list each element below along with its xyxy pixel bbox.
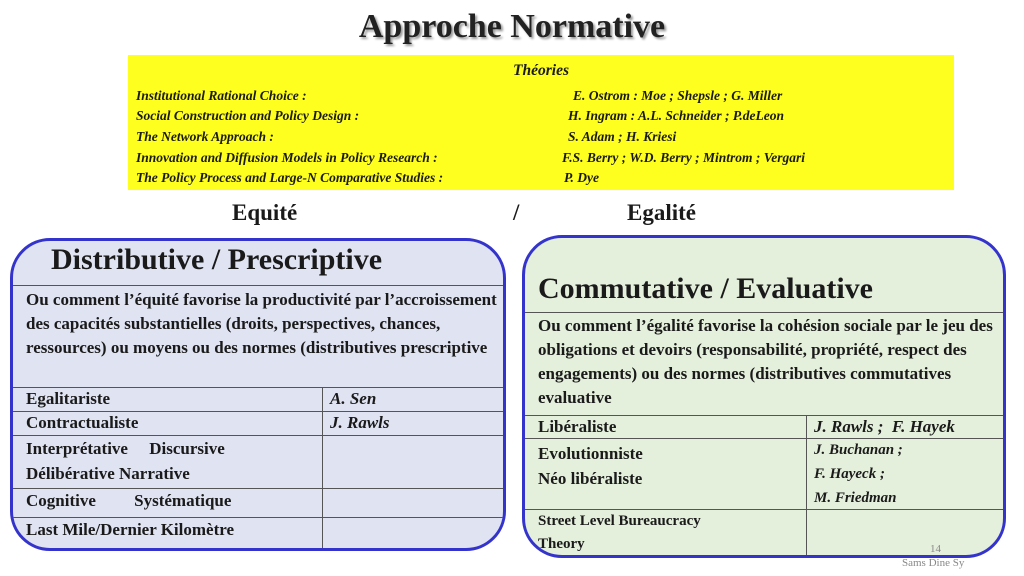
table-row-label: Contractualiste (26, 413, 139, 432)
panel-title: Distributive / Prescriptive (51, 243, 383, 276)
table-row-label: Last Mile/Dernier Kilomètre (26, 520, 235, 539)
theory-authors: P. Dye (564, 170, 599, 185)
table-row-label: Street Level Bureaucracy (538, 513, 701, 529)
contrast-separator: / (513, 200, 520, 225)
slide-title: Approche Normative (358, 8, 666, 45)
divider (525, 312, 1003, 313)
table-row-author: F. Hayeck ; (814, 466, 885, 482)
table-row-label: Néo libéraliste (538, 469, 643, 488)
table-row-author: J. Buchanan ; (814, 442, 903, 458)
commutative-panel (522, 235, 1006, 558)
table-row-label: Interprétative Discursive (26, 439, 225, 458)
table-row-author: J. Rawls (330, 413, 390, 432)
table-row-label: Theory (538, 536, 585, 552)
panel-description: Ou comment l’égalité favorise la cohésion sociale par le jeu des obligations et devoirs (responsabilité, propriété, respect des engagements) ou des normes (distributives commutatives evaluative (538, 316, 993, 407)
theory-authors: S. Adam ; H. Kriesi (568, 129, 677, 144)
table-row-author: M. Friedman (814, 490, 897, 506)
divider (13, 285, 503, 286)
theory-name: The Policy Process and Large-N Comparative Studies : (136, 170, 444, 185)
theory-name: Institutional Rational Choice : (136, 88, 307, 103)
table-row-label: Délibérative Narrative (26, 464, 190, 483)
divider (525, 438, 1003, 439)
column-divider (322, 387, 323, 548)
footer-author: Sams Dine Sy (902, 557, 965, 569)
table-row-label: Evolutionniste (538, 444, 643, 463)
equite-label: Equité (232, 200, 298, 225)
table-row-label: Libéraliste (538, 417, 617, 436)
panel-title: Commutative / Evaluative (538, 272, 873, 305)
divider (13, 435, 503, 436)
theory-authors: F.S. Berry ; W.D. Berry ; Mintrom ; Vergari (562, 150, 806, 165)
egalite-label: Egalité (627, 200, 696, 225)
theories-box (128, 55, 954, 190)
distributive-panel (10, 238, 506, 551)
table-row-label: Cognitive Systématique (26, 491, 232, 510)
panel-description: Ou comment l’équité favorise la productivité par l’accroissement des capacités substantielles (droits, perspectives, chances, ressources) ou moyens ou des normes (distributives prescriptive (26, 290, 497, 357)
theories-heading: Théories (513, 62, 569, 79)
theory-name: Social Construction and Policy Design : (136, 108, 360, 123)
divider (13, 488, 503, 489)
theory-authors: H. Ingram : A.L. Schneider ; P.deLeon (568, 108, 785, 123)
theory-name: Innovation and Diffusion Models in Policy Research : (136, 150, 438, 165)
table-row-label: Egalitariste (26, 389, 111, 408)
theory-authors: E. Ostrom : Moe ; Shepsle ; G. Miller (573, 88, 783, 103)
column-divider (806, 415, 807, 555)
table-row-author: J. Rawls ; F. Hayek (814, 417, 955, 436)
page-number: 14 (930, 543, 941, 555)
theory-name: The Network Approach : (136, 129, 274, 144)
table-row-author: A. Sen (330, 389, 377, 408)
divider (13, 517, 503, 518)
